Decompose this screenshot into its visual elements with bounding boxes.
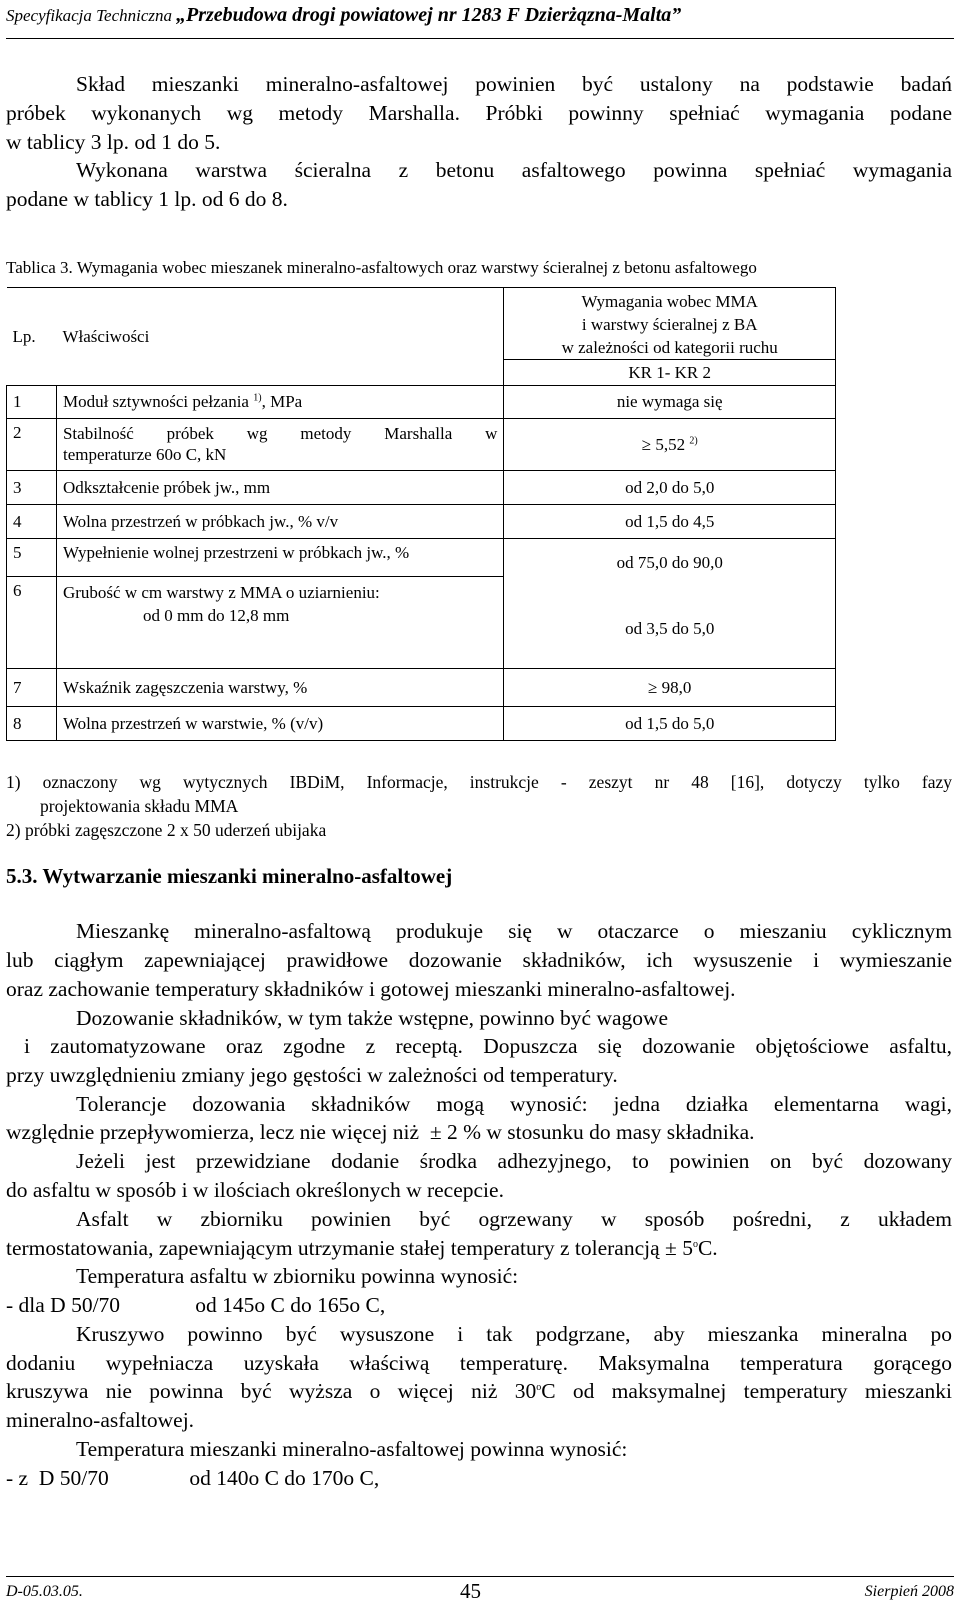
header-properties: Właściwości — [56, 288, 503, 386]
spec-code: D-05.03.05. — [6, 1583, 83, 1600]
row-property: Wolna przestrzeń w próbkach jw., % v/v — [56, 505, 503, 539]
body-line: - dla D 50/70 od 145o C do 165o C, — [6, 1293, 386, 1317]
page-footer — [6, 1576, 954, 1611]
row-property: Stabilność próbek wg metody Marshalla w temperaturze 60o C, kN — [56, 419, 503, 471]
row-requirement: od 75,0 do 90,0 — [504, 539, 836, 577]
page-number: 45 — [460, 1579, 481, 1603]
body-line: termostatowania, zapewniającym utrzymanie stałej temperatury z tolerancją ± $5^oC$. — [6, 1236, 718, 1260]
row-property: Wypełnienie wolnej przestrzeni w próbkach jw., % — [56, 539, 503, 577]
document-title: „Przebudowa drogi powiatowej nr 1283 F Dzierżązna-Malta” — [176, 4, 682, 26]
body-line: Temperatura mieszanki mineralno-asfaltowej powinna wynosić: — [76, 1437, 628, 1461]
row-requirement: ≥ 5,52 $^{2)}$ — [504, 419, 836, 471]
row-property: Wolna przestrzeń w warstwie, % (v/v) — [56, 707, 503, 741]
body-line: do asfaltu w sposób i w ilościach określonych w recepcie. — [6, 1178, 504, 1202]
body-line: - z D 50/70 od 140o C do 170o C, — [6, 1466, 380, 1490]
footnote-1: 1) oznaczony wg wytycznych IBDiM, Informacje, instrukcje - zeszyt nr 48 [16], dotyczy tylko fazy — [6, 772, 952, 792]
row-requirement: od 3,5 do 5,0 — [504, 577, 836, 669]
body-line: oraz zachowanie temperatury składników i gotowej mieszanki mineralno-asfaltowej. — [6, 977, 736, 1001]
body-line: przy uwzględnieniu zmiany jego gęstości w zależności od temperatury. — [6, 1063, 618, 1087]
row-lp: 4 — [7, 505, 57, 539]
section-heading: 5.3. Wytwarzanie mieszanki mineralno-asfaltowej — [6, 864, 453, 888]
row-lp: 8 — [7, 707, 57, 741]
body-line: Kruszywo powinno być wysuszone i tak podgrzane, aby mieszanka mineralna po — [76, 1322, 952, 1346]
body-line: mineralno-asfaltowej. — [6, 1408, 195, 1432]
row-lp: 6 — [7, 577, 57, 669]
body-line: Asfalt w zbiorniku powinien być ogrzewany w sposób pośredni, z układem — [76, 1207, 952, 1231]
row-requirement: nie wymaga się — [504, 386, 836, 419]
row-property: Moduł sztywności pełzania $^{1)}$, MPa — [56, 386, 503, 419]
intro-line: Wykonana warstwa ścieralna z betonu asfaltowego powinna spełniać wymagania — [76, 158, 952, 182]
footnote-2: 2) próbki zagęszczone 2 x 50 uderzeń ubijaka — [6, 820, 327, 840]
intro-line: w tablicy 3 lp. od 1 do 5. — [6, 130, 221, 154]
intro-line: Skład mieszanki mineralno-asfaltowej powinien być ustalony na podstawie badań — [76, 72, 952, 96]
row-lp: 7 — [7, 669, 57, 707]
header-lp: Lp. — [7, 288, 57, 386]
header-requirements: Wymagania wobec MMA i warstwy ścieralnej z BA w zależności od kategorii ruchu — [504, 288, 836, 360]
row-requirement: od 1,5 do 5,0 — [504, 707, 836, 741]
intro-line: podane w tablicy 1 lp. od 6 do 8. — [6, 187, 288, 211]
body-line: względnie przepływomierza, lecz nie więcej niż ± 2 % w stosunku do masy składnika. — [6, 1120, 755, 1144]
row-property: Odkształcenie próbek jw., mm — [56, 471, 503, 505]
row-lp: 1 — [7, 386, 57, 419]
row-requirement: od 2,0 do 5,0 — [504, 471, 836, 505]
body-line: Dozowanie składników, w tym także wstępne, powinno być wagowe — [76, 1006, 669, 1030]
page-header — [6, 4, 954, 39]
body-line: Tolerancje dozowania składników mogą wynosić: jedna działka elementarna wagi, — [76, 1092, 952, 1116]
row-property: Wskaźnik zagęszczenia warstwy, % — [56, 669, 503, 707]
body-line: kruszywa nie powinna być wyższa o więcej niż 30$^o$C od maksymalnej temperatury mieszanki — [6, 1379, 952, 1403]
requirements-table — [6, 287, 836, 741]
footer-date: Sierpień 2008 — [864, 1583, 954, 1600]
row-lp: 2 — [7, 419, 57, 471]
body-line: i zautomatyzowane oraz zgodne z receptą. Dopuszcza się dozowanie objętościowe asfaltu, — [24, 1034, 952, 1058]
row-lp: 3 — [7, 471, 57, 505]
row-property: Grubość w cm warstwy z MMA o uziarnieniu: od 0 mm do 12,8 mm — [56, 577, 503, 669]
body-line: dodaniu wypełniacza uzyskała właściwą temperaturę. Maksymalna temperatura gorącego — [6, 1351, 952, 1375]
row-lp: 5 — [7, 539, 57, 577]
row-requirement: od 1,5 do 4,5 — [504, 505, 836, 539]
header-traffic-category: KR 1- KR 2 — [504, 360, 836, 386]
body-line: Jeżeli jest przewidziane dodanie środka adhezyjnego, to powinien on być dozowany — [76, 1149, 952, 1173]
body-line: lub ciągłym zapewniającej prawidłowe dozowanie składników, ich wysuszenie i wymieszanie — [6, 948, 952, 972]
intro-line: próbek wykonanych wg metody Marshalla. Próbki powinny spełniać wymagania podane — [6, 101, 952, 125]
spec-label: Specyfikacja Techniczna — [6, 6, 173, 25]
body-line: Temperatura asfaltu w zbiorniku powinna wynosić: — [76, 1264, 519, 1288]
footnote-1-cont: projektowania składu MMA — [40, 796, 239, 816]
body-line: Mieszankę mineralno-asfaltową produkuje się w otaczarce o mieszaniu cyklicznym — [76, 919, 952, 943]
table-caption: Tablica 3. Wymagania wobec mieszanek mineralno-asfaltowych oraz warstwy ścieralnej z betonu asfaltowego — [6, 258, 757, 277]
row-requirement: ≥ 98,0 — [504, 669, 836, 707]
